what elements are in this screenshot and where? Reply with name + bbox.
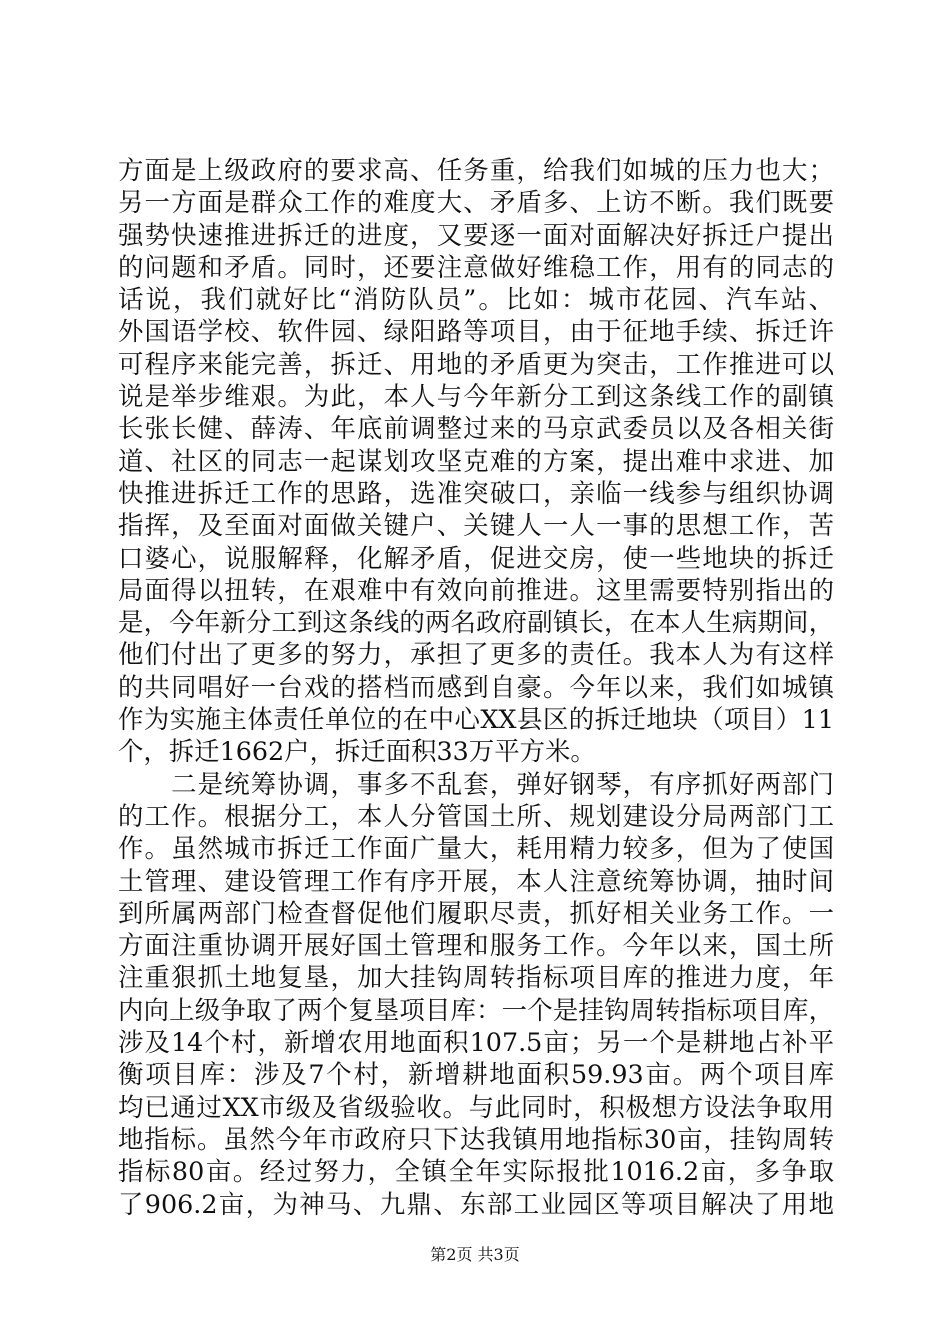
text-line: 外国语学校、软件园、绿阳路等项目，由于征地手续、拆迁许	[118, 316, 834, 347]
text-line: 是，今年新分工到这条线的两名政府副镇长，在本人生病期间，	[118, 607, 834, 638]
text-line: 内向上级争取了两个复垦项目库：一个是挂钩周转指标项目库，	[118, 994, 834, 1025]
text-line: 地指标。虽然今年市政府只下达我镇用地指标30亩，挂钩周转	[118, 1123, 834, 1154]
text-line: 方面注重协调开展好国土管理和服务工作。今年以来，国土所	[118, 930, 834, 961]
text-line: 强势快速推进拆迁的进度，又要逐一面对面解决好拆迁户提出	[118, 219, 834, 250]
text-line: 作。虽然城市拆迁工作面广量大，耗用精力较多，但为了使国	[118, 833, 834, 864]
text-line: 局面得以扭转，在艰难中有效向前推进。这里需要特别指出的	[118, 574, 834, 605]
text-line: 到所属两部门检查督促他们履职尽责，抓好相关业务工作。一	[118, 897, 834, 928]
text-line: 衡项目库：涉及7个村，新增耕地面积59.93亩。两个项目库	[118, 1059, 834, 1090]
text-line: 土管理、建设管理工作有序开展，本人注意统筹协调，抽时间	[118, 865, 834, 896]
text-line: 注重狠抓土地复垦，加大挂钩周转指标项目库的推进力度，年	[118, 962, 834, 993]
text-line: 指挥，及至面对面做关键户、关键人一人一事的思想工作，苦	[118, 510, 834, 541]
text-line: 涉及14个村，新增农用地面积107.5亩；另一个是耕地占补平	[118, 1027, 834, 1058]
text-line: 可程序来能完善，拆迁、用地的矛盾更为突击，工作推进可以	[118, 348, 834, 379]
paragraph-first-line: 二是统筹协调，事多不乱套，弹好钢琴，有序抓好两部门	[118, 768, 834, 799]
text-line: 话说，我们就好比“消防队员”。比如：城市花园、汽车站、	[118, 284, 834, 315]
text-line: 指标80亩。经过努力，全镇全年实际报批1016.2亩，多争取	[118, 1156, 834, 1187]
paragraph-end-line: 个，拆迁1662户，拆迁面积33万平方米。	[118, 736, 596, 767]
text-line: 方面是上级政府的要求高、任务重，给我们如城的压力也大；	[118, 155, 834, 185]
text-line: 的问题和矛盾。同时，还要注意做好维稳工作，用有的同志的	[118, 251, 834, 282]
document-body	[118, 154, 834, 1220]
text-line: 的工作。根据分工，本人分管国土所、规划建设分局两部门工	[118, 800, 834, 831]
text-line: 另一方面是群众工作的难度大、矛盾多、上访不断。我们既要	[118, 187, 834, 218]
text-line: 口婆心，说服解释，化解矛盾，促进交房，使一些地块的拆迁	[118, 542, 834, 573]
text-line: 道、社区的同志一起谋划攻坚克难的方案，提出难中求进、加	[118, 445, 834, 476]
text-line: 了906.2亩，为神马、九鼎、东部工业园区等项目解决了用地	[118, 1188, 834, 1219]
text-line: 他们付出了更多的努力，承担了更多的责任。我本人为有这样	[118, 639, 834, 670]
text-line: 说是举步维艰。为此，本人与今年新分工到这条线工作的副镇	[118, 381, 834, 412]
text-line: 快推进拆迁工作的思路，选准突破口，亲临一线参与组织协调	[118, 477, 834, 508]
text-line: 均已通过XX市级及省级验收。与此同时，积极想方设法争取用	[118, 1091, 834, 1122]
text-line: 的共同唱好一台戏的搭档而感到自豪。今年以来，我们如城镇	[118, 671, 834, 702]
text-line: 长张长健、薛涛、年底前调整过来的马京武委员以及各相关街	[118, 413, 834, 444]
page-number-footer: 第2页 共3页	[430, 1245, 520, 1264]
text-line: 作为实施主体责任单位的在中心XX县区的拆迁地块（项目）11	[118, 704, 834, 735]
